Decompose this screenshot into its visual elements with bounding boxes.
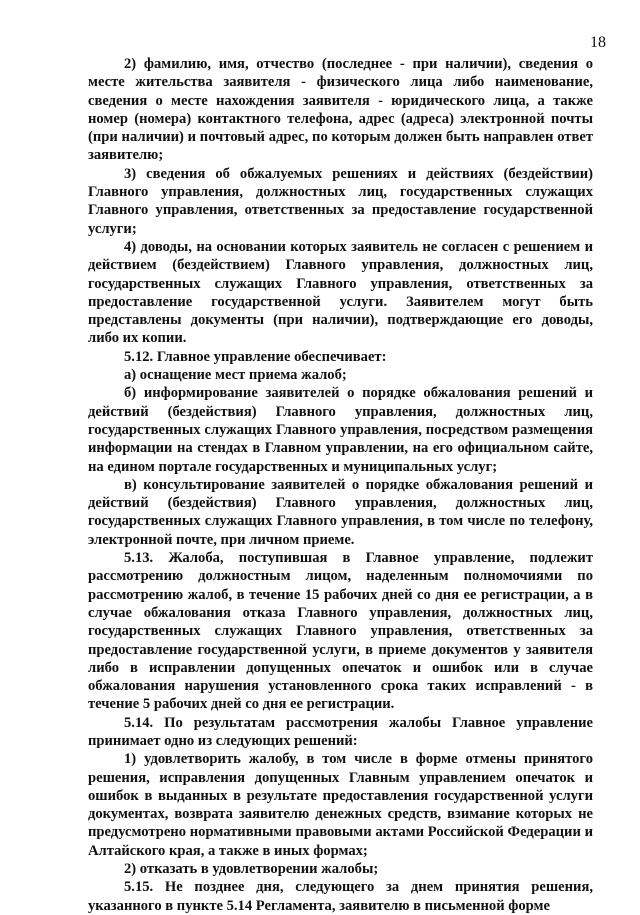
paragraph-2-refuse: 2) отказать в удовлетворении жалобы; bbox=[124, 861, 379, 878]
paragraph-5-14-decisions: 5.14. По результатам рассмотрения жалобы Главное управление принимает одно из следующих решений: bbox=[88, 714, 593, 749]
paragraph-b-informing: б) информирование заявителей о порядке обжалования решений и действий (бездействия) Главного управления, должностных лиц, государственных служащих Главного управления, посредством размещения информации на стендах в Главном управлении, на его официальном сайте, на едином портале государственных и муниципальных услуг; bbox=[88, 385, 593, 475]
paragraph-3-appealed-decisions: 3) сведения об обжалуемых решениях и действиях (бездействии) Главного управления, должностных лиц, государственных служащих Главного управления, ответственных за предоставление государственной услуги; bbox=[88, 165, 593, 237]
paragraph-a-equipment: а) оснащение мест приема жалоб; bbox=[124, 367, 347, 384]
paragraph-1-satisfy: 1) удовлетворить жалобу, в том числе в форме отмены принятого решения, исправления допущенных Главным управлением опечаток и ошибок в выданных в результате предоставления государственной услуги документах, возврата заявителю денежных средств, взимание которых не предусмотрено нормативными правовыми актами Российской Федерации и Алтайского края, а также в иных формах; bbox=[88, 751, 593, 859]
page-number: 18 bbox=[590, 34, 606, 51]
paragraph-5-13-review-term: 5.13. Жалоба, поступившая в Главное управление, подлежит рассмотрению должностным лицом, наделенным полномочиями по рассмотрению жалоб, в течение 15 рабочих дней со дня ее регистрации, а в случае обжалования отказа Главного управления, должностных лиц, государственных служащих Главного управления, ответственных за предоставление государственной услуги, в приеме документов у заявителя либо в исправлении допущенных опечаток и ошибок или в случае обжалования нарушения установленного срока таких исправлений - в течение 5 рабочих дней со дня ее регистрации. bbox=[88, 550, 593, 713]
paragraph-5-15-notification: 5.15. Не позднее дня, следующего за днем принятия решения, указанного в пункте 5.14 Регламента, заявителю в письменной форме bbox=[88, 879, 593, 914]
paragraph-4-arguments: 4) доводы, на основании которых заявитель не согласен с решением и действием (бездействием) Главного управления, должностных лиц, государственных служащих Главного управления, ответственных за предоставление государственной услуги. Заявителем могут быть представлены документы (при наличии), подтверждающие его доводы, либо их копии. bbox=[88, 238, 593, 347]
document-body bbox=[88, 55, 593, 915]
paragraph-v-consulting: в) консультирование заявителей о порядке обжалования решений и действий (бездействия) Главного управления, должностных лиц, государственных служащих Главного управления, в том числе по телефону, электронной почте, при личном приеме. bbox=[88, 476, 593, 548]
paragraph-5-12-heading: 5.12. Главное управление обеспечивает: bbox=[124, 348, 387, 365]
paragraph-2-applicant-details: 2) фамилию, имя, отчество (последнее - при наличии), сведения о месте жительства заявителя - физического лица либо наименование, сведения о месте нахождения заявителя - юридического лица, а также номер (номера) контактного телефона, адрес (адреса) электронной почты (при наличии) и почтовый адрес, по которым должен быть направлен ответ заявителю; bbox=[88, 56, 593, 164]
